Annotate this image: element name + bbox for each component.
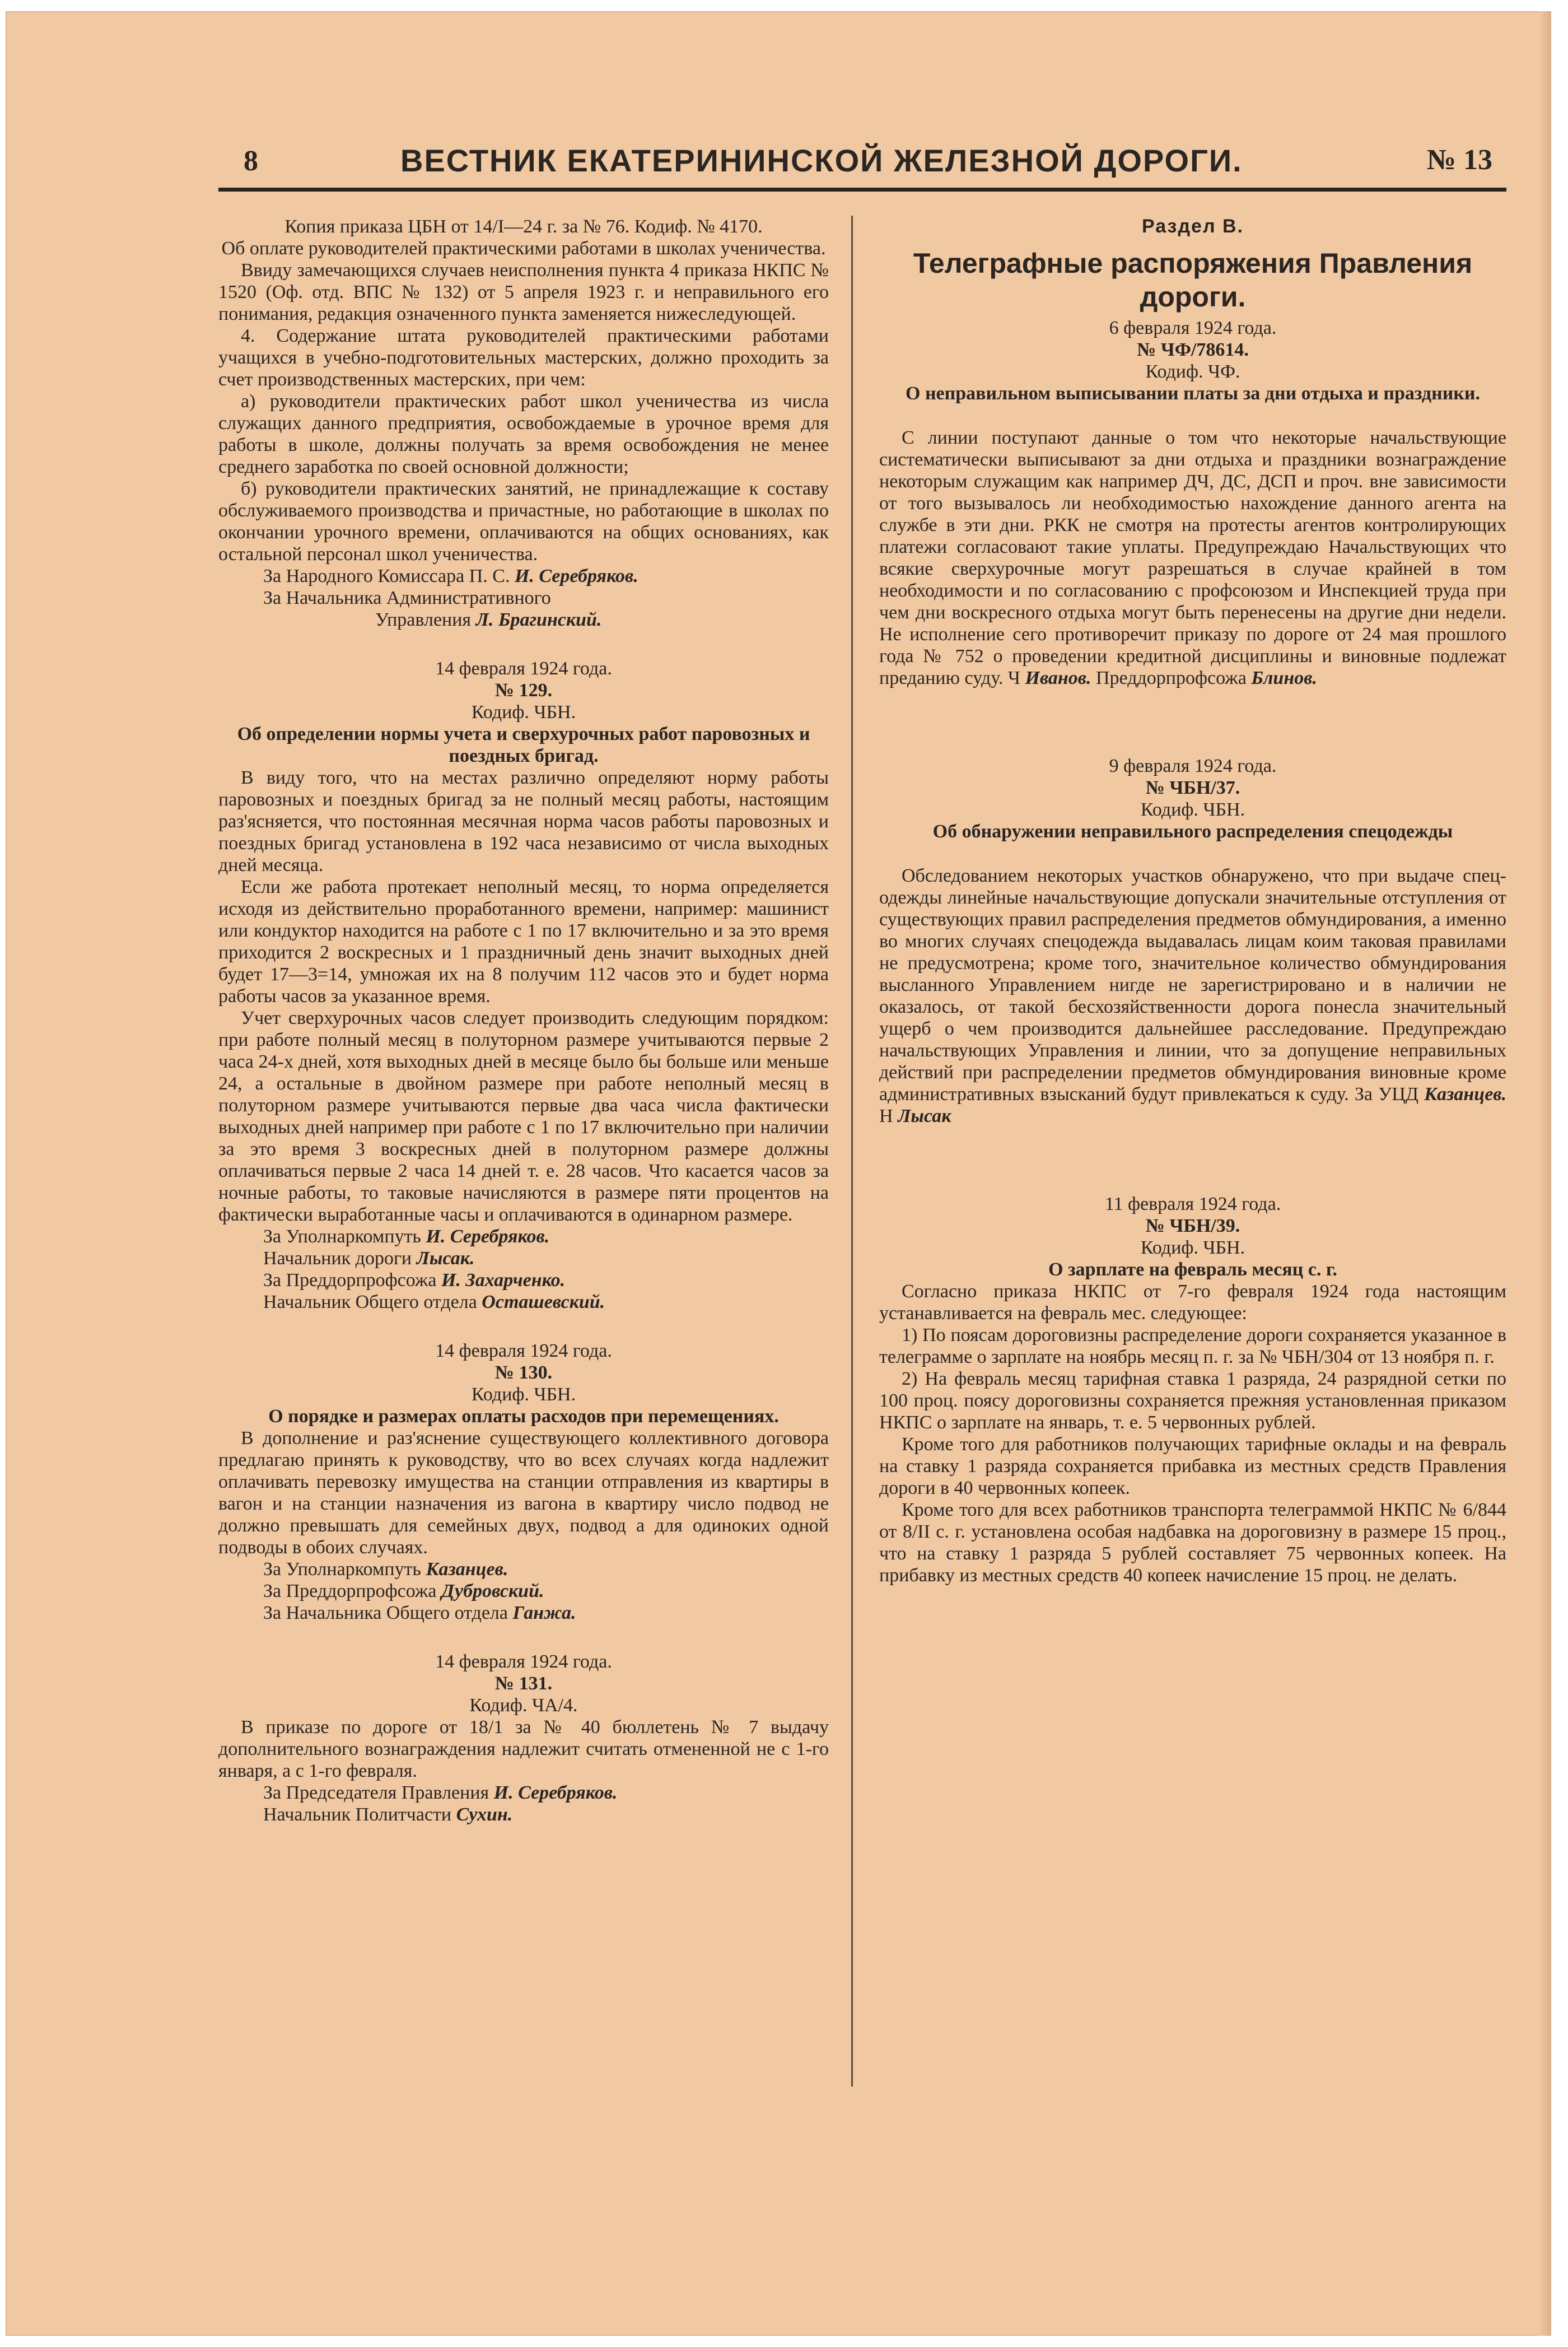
signature-label: Начальник Политчасти xyxy=(263,1804,452,1825)
signature-name: Осташевский. xyxy=(482,1292,605,1312)
paragraph: Кроме того для работников получающих тарифные оклады и на февраль на ставку 1 разряда сохраняется прибавка из местных средств Правления дороги в 40 червонных копеек. xyxy=(879,1434,1506,1498)
signature-name: Лысак. xyxy=(416,1248,475,1269)
signature-label: Управления xyxy=(375,609,472,630)
signature-label: За Начальника Административного xyxy=(263,588,551,608)
signature-label: Преддорпрофсожа xyxy=(1096,668,1247,688)
signature-name: Дубровский. xyxy=(441,1581,544,1601)
article-order-76 xyxy=(218,216,829,631)
paragraph: Ввиду замечающихся случаев неисполнения пункта 4 приказа НКПС № 1520 (Оф. отд. ВПС № 132) от 5 апреля 1923 г. и неправильного его понимания, редакция означенного пункта заменяется нижеследующей. xyxy=(218,260,829,324)
paragraph: Учет сверхурочных часов следует производить следующим порядком: при работе полный месяц в полуторном размере учитываются первые 2 часа 24-х дней, хотя выходных дней в месяце было бы больше или меньше 24, а остальные в двойном размере при работе неполный месяц в полуторном размере учитываются первые два часа числа фактически выходных дней например при работе с 1 по 17 включительно при наличии за это время 3 воскресных дней в полуторном размере должны оплачиваться первые 2 часа 14 дней т. е. 28 часов. Что касается часов за ночные работы, то таковые начисляются в размере пяти процентов на фактически выработанные часы и оплачиваются в одинарном размере. xyxy=(218,1008,829,1225)
order-number: № 131. xyxy=(494,1673,553,1694)
paragraph: 2) На февраль месяц тарифная ставка 1 разряда, 24 разрядной сетки по 100 проц. поясу дороговизны сохраняется прежняя установленная приказом НКПС о зарплате на январь, т. е. 5 червонных рублей. xyxy=(879,1368,1506,1433)
paragraph: Согласно приказа НКПС от 7-го февраля 1924 года настоящим устанавливается на февраль мес. следующее: xyxy=(879,1281,1506,1324)
signature-label: Начальник Общего отдела xyxy=(263,1292,477,1312)
telegram-chbn-37 xyxy=(879,755,1506,1127)
article-order-130 xyxy=(218,1340,829,1624)
section-label: Раздел В. xyxy=(1142,216,1244,237)
signature-line xyxy=(218,1782,829,1804)
signature-line xyxy=(218,1580,829,1602)
signature-name: Сухин. xyxy=(456,1804,513,1825)
page-number: 8 xyxy=(244,145,258,177)
signature-label: За Уполнаркомпуть xyxy=(263,1559,421,1580)
paragraph: Кроме того для всех работников транспорта телеграммой НКПС № 6/844 от 8/II с. г. установлена особая надбавка на дороговизну в размере 15 проц., что на ставку 1 разряда 5 рублей составляет 75 червонных копеек. На прибавку из местных средств 40 копеек начисление 15 проц. не делать. xyxy=(879,1500,1506,1586)
signature-name: И. Серебряков. xyxy=(426,1226,550,1247)
signature-label: Начальник дороги xyxy=(263,1248,412,1269)
signature-name: Казанцев. xyxy=(1424,1084,1506,1105)
order-number: № 129. xyxy=(494,680,553,701)
signature-line xyxy=(218,1291,829,1313)
signature-label: Н xyxy=(879,1106,893,1126)
signature-name: И. Захарченко. xyxy=(441,1270,566,1291)
paragraph: 1) По поясам дороговизны распределение дороги сохраняется указанное в телеграмме о зарплате на ноябрь месяц п. г. за № ЧБН/304 от 13 ноября п. г. xyxy=(879,1325,1506,1367)
paragraph: б) руководители практических занятий, не принадлежащие к составу обслуживаемого производства и причастные, но работающие в школах по окончании урочного времени, оплачиваются на общих основаниях, как остальной персонал школ ученичества. xyxy=(218,478,829,565)
article-order-129 xyxy=(218,658,829,1313)
paragraph-text: Обследованием некоторых участков обнаружено, что при выдаче спец-одежды линейные начальствующие допускали значительные отступления от существующих правил распределения предметов обмундирования, а именно во многих случаях спецодежда выдавалась лицам коим таковая правилами не предусмотрена; кроме того, значительное количество обмундирования высланного Управлением нигде не зарегистрировано и в наличии не оказалось, от такой бесхозяйственности дорога понесла значительный ущерб о чем производится дальнейшее расследование. Предупреждаю начальствующих Управления и линии, что за допущение неправильных действий при распределении предметов обмундирования виновные кроме административных взысканий будут привлекаться к суду. За УЦД xyxy=(879,865,1506,1105)
signature-line xyxy=(218,1558,829,1580)
publication-title: ВЕСТНИК ЕКАТЕРИНИНСКОЙ ЖЕЛЕЗНОЙ ДОРОГИ. xyxy=(400,143,1243,178)
signature-label: За Преддорпрофсожа xyxy=(263,1270,437,1291)
article-subtitle: Об оплате руководителей практическими работами в школах ученичества. xyxy=(221,238,826,259)
paragraph: В дополнение и раз'яснение существующего коллективного договора предлагаю принять к руководству, что во всех случаях когда надлежит оплачивать перевозку имущества на станции отправления из квартиры в вагон и на станции назначения из вагона в квартиру число подвод не должно превышать для семейных двух, подвод а для одиноких одной подводы в обоих случаях. xyxy=(218,1428,829,1558)
order-heading: О порядке и размерах оплаты расходов при перемещениях. xyxy=(268,1406,779,1427)
article-title: Копия приказа ЦБН от 14/I—24 г. за № 76. Кодиф. № 4170. xyxy=(284,216,763,237)
order-codification: Кодиф. ЧБН. xyxy=(471,702,576,723)
order-date: 14 февраля 1924 года. xyxy=(435,1651,612,1672)
telegram-chbn-39 xyxy=(879,1193,1506,1586)
order-date: 14 февраля 1924 года. xyxy=(435,1340,612,1361)
paragraph-text: С линии поступают данные о том что некоторые начальствующие систематически выписывают за дни отдыха и праздники вознаграждение некоторым служащим как например ДЧ, ДС, ДСП и проч. вне зависимости от того вызывалось ли необходимостью нахождение данного агента на службе в эти дни. РКК не смотря на протесты агентов контролирующих платежи согласовают такие уплаты. Предупреждаю Начальствующих что всякие сверхурочные могут разрешаться в случае крайней в том необходимости и по согласованию с профсоюзом и Инспекцией труда при чем дни воскресного отдыха могут быть перенесены на другие дни недели. Не исполнение сего противоречит приказу по дороге от 24 мая прошлого года № 752 о проведении кредитной дисциплины и виновные подлежат преданию суду. Ч xyxy=(879,427,1506,688)
paragraph: Если же работа протекает неполный месяц, то норма определяется исходя из действительно проработанного времени, например: машинист или кондуктор находится на работе с 1 по 17 включительно и за это время приходится 2 воскресных и 1 праздничный день значит выходных дней будет 17—3=14, умножая их на 8 получим 112 часов это и будет норма работы часов за указанное время. xyxy=(218,877,829,1007)
order-date: 9 февраля 1924 года. xyxy=(1109,756,1277,776)
paragraph: В виду того, что на местах различно определяют норму работы паровозных и поездных бригад за не полный месяц работы, настоящим раз'ясняется, что постоянная месячная норма часов работы паровозных и поездных бригад установлена в 192 часа независимо от числа выходных дней месяца. xyxy=(218,767,829,876)
signature-name: Л. Брагинский. xyxy=(475,609,602,630)
signature-name: Иванов. xyxy=(1025,668,1091,688)
order-number: № 130. xyxy=(494,1362,553,1383)
order-heading: О неправильном выписывании платы за дни отдыха и праздники. xyxy=(906,383,1480,404)
paragraph: 4. Содержание штата руководителей практическими работами учащихся в учебно-подготовительных мастерских, должно проходить за счет производственных мастерских, при чем: xyxy=(218,325,829,390)
telegram-chf-78614 xyxy=(879,317,1506,689)
order-date: 6 февраля 1924 года. xyxy=(1109,318,1277,338)
paragraph: а) руководители практических работ школ ученичества из числа служащих данного предприятия, освобождаемые в урочное время для работы в школе, должны получать за время освобождения не менее среднего заработка по своей основной должности; xyxy=(218,391,829,477)
signature-line xyxy=(218,1804,829,1826)
order-date: 14 февраля 1924 года. xyxy=(435,658,612,679)
signature-line xyxy=(218,587,829,609)
signature-line xyxy=(218,565,829,587)
signature-name: И. Серебряков. xyxy=(493,1782,618,1803)
signature-name: Блинов. xyxy=(1251,668,1317,688)
signature-name: Лысак xyxy=(898,1106,951,1126)
order-heading: Об определении нормы учета и сверхурочных работ паровозных и поездных бригад. xyxy=(237,724,810,766)
signature-line xyxy=(218,1226,829,1247)
order-heading: Об обнаружении неправильного распределения спецодежды xyxy=(932,821,1453,842)
article-order-131 xyxy=(218,1651,829,1826)
order-codification: Кодиф. ЧБН. xyxy=(471,1384,576,1405)
signature-line xyxy=(218,1247,829,1269)
order-heading: О зарплате на февраль месяц с. г. xyxy=(1048,1259,1337,1280)
signature-name: И. Серебряков. xyxy=(514,566,638,586)
order-number: № ЧФ/78614. xyxy=(1137,339,1249,360)
order-codification: Кодиф. ЧБН. xyxy=(1140,1237,1245,1258)
signature-label: За Председателя Правления xyxy=(263,1782,489,1803)
right-column xyxy=(879,216,1506,1586)
order-codification: Кодиф. ЧФ. xyxy=(1145,361,1240,382)
header-rule xyxy=(218,188,1506,192)
left-column xyxy=(218,216,829,1826)
signature-label: За Начальника Общего отдела xyxy=(263,1603,508,1623)
paragraph xyxy=(879,427,1506,689)
signature-label: За Преддорпрофсожа xyxy=(263,1581,437,1601)
signature-name: Казанцев. xyxy=(426,1559,508,1580)
paragraph: В приказе по дороге от 18/1 за № 40 бюллетень № 7 выдачу дополнительного вознаграждения надлежит считать отмененной не с 1-го января, а с 1-го февраля. xyxy=(218,1717,829,1781)
signature-name: Ганжа. xyxy=(512,1603,576,1623)
signature-line xyxy=(218,1269,829,1291)
order-number: № ЧБН/39. xyxy=(1145,1216,1240,1236)
order-date: 11 февраля 1924 года. xyxy=(1104,1194,1281,1214)
signature-label: За Уполнаркомпуть xyxy=(263,1226,421,1247)
section-title: Телеграфные распоряжения Правления дороги. xyxy=(913,248,1473,313)
signature-line xyxy=(218,609,829,631)
order-codification: Кодиф. ЧБН. xyxy=(1140,799,1245,820)
order-codification: Кодиф. ЧА/4. xyxy=(469,1695,578,1716)
paragraph xyxy=(879,865,1506,1127)
column-divider xyxy=(851,216,853,2087)
signature-label: За Народного Комиссара П. С. xyxy=(263,566,510,586)
order-number: № ЧБН/37. xyxy=(1145,777,1240,798)
page-header xyxy=(221,140,1509,190)
issue-number: № 13 xyxy=(1426,144,1492,176)
signature-line xyxy=(218,1602,829,1624)
